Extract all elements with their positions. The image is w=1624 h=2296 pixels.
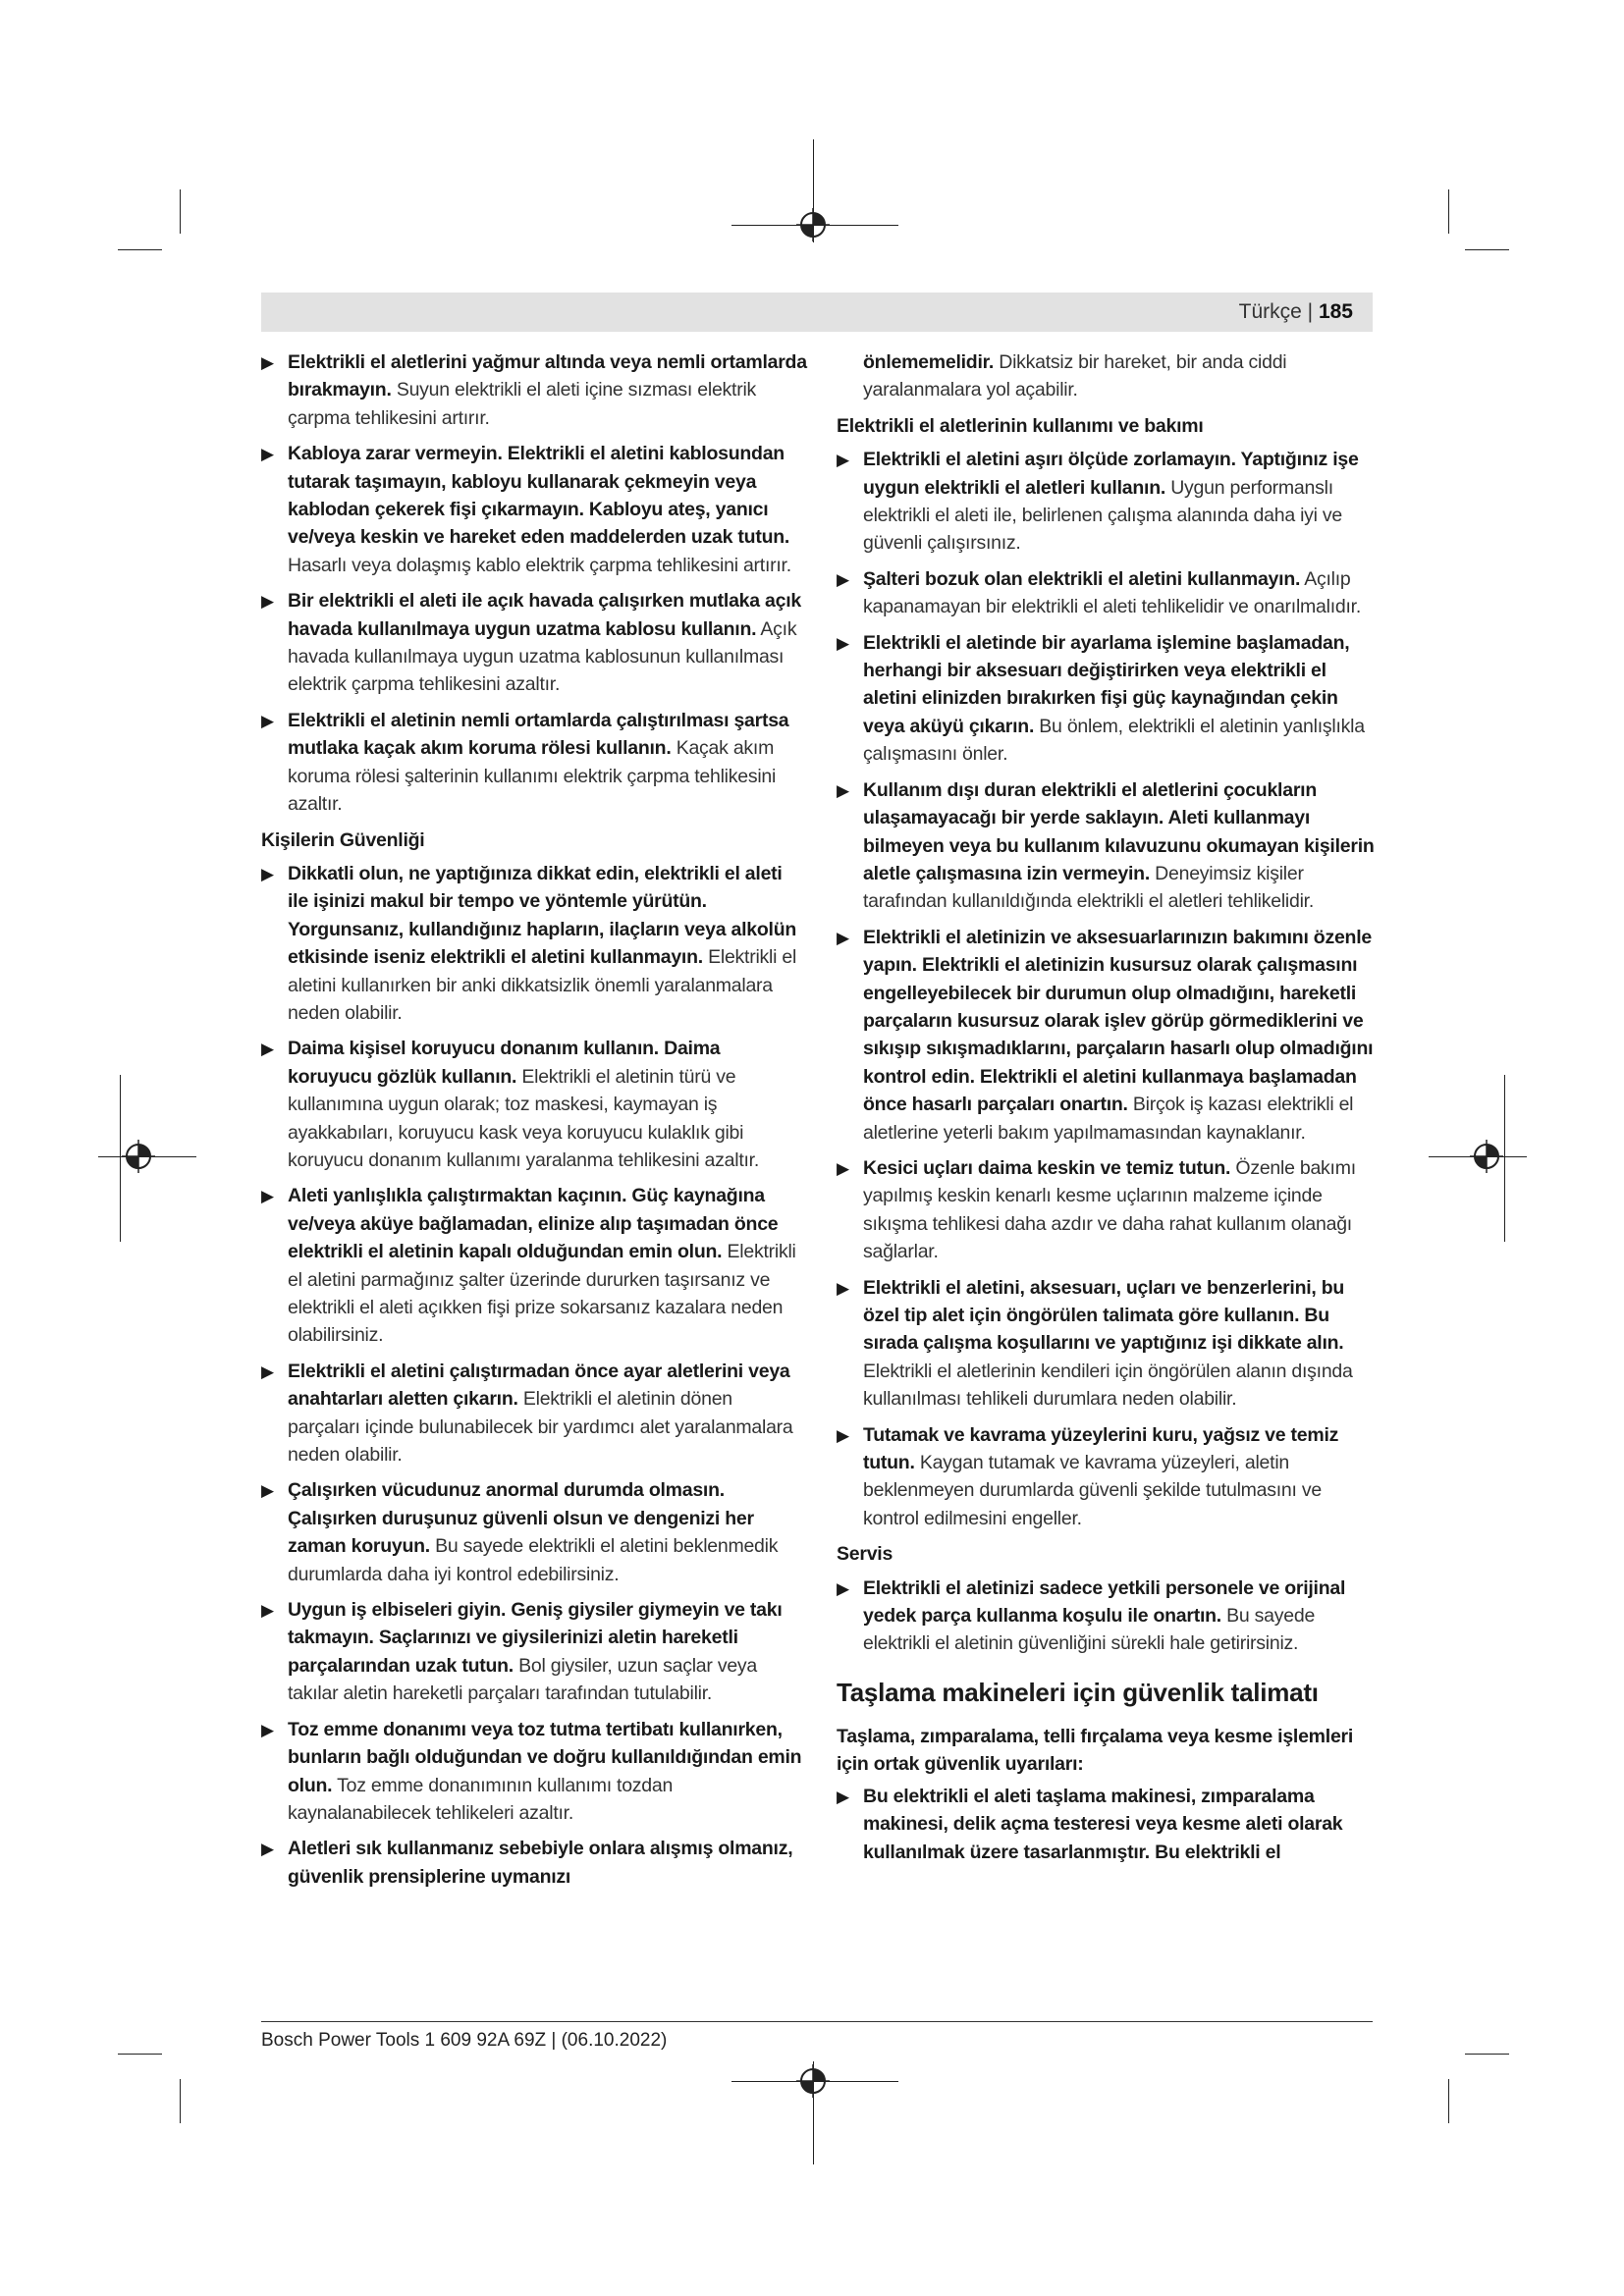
crop-mark [1448, 189, 1449, 234]
right-items-service [837, 1575, 1379, 1658]
bullet-normal-text: Elektrikli el aletini parmağınız şalter üzerinde dururken taşırsanız ve elektrikli el aleti açıkken fişi prize sokarsanız kazalara neden olabilirsiniz. [288, 1241, 796, 1347]
bullet-arrow-icon: ▶ [261, 1362, 274, 1381]
bullet-arrow-icon: ▶ [261, 353, 274, 372]
safety-bullet-item [261, 707, 807, 819]
bullet-bold-text: Kesici uçları daima keskin ve temiz tutun. [863, 1156, 1231, 1179]
footer-divider [261, 2021, 1373, 2022]
bullet-arrow-icon: ▶ [261, 592, 274, 612]
bullet-bold-text: Elektrikli el aletlerini yağmur altında veya nemli ortamlarda bırakmayın. [288, 351, 807, 401]
bullet-normal-text: Suyun elektrikli el aleti içine sızması elektrik çarpma tehlikesini artırır. [288, 379, 757, 429]
bullet-arrow-icon: ▶ [837, 451, 849, 470]
bullet-bold-text: Daima kişisel koruyucu donanım kullanın. Daima koruyucu gözlük kullanın. [288, 1038, 721, 1088]
bullet-normal-text: Elektrikli el aletinin dönen parçaları içinde bulunabilecek bir yardımcı alet yaralanmalara neden olabilir. [288, 1388, 793, 1467]
safety-bullet-item [261, 348, 807, 432]
bullet-bold-text: Elektrikli el aletini, aksesuarı, uçları ve benzerlerini, bu özel tip alet için öngörülen talimata göre kullanın. Bu sırada çalışma koşullarını ve yaptığınız işi dikkate alın. [863, 1276, 1345, 1355]
safety-bullet-item [837, 629, 1379, 769]
page-number: 185 [1318, 300, 1353, 323]
safety-bullet-item [261, 1358, 807, 1469]
bullet-arrow-icon: ▶ [837, 928, 849, 947]
bullet-normal-text: Elektrikli el aletlerinin kendileri için öngörülen alanın dışında kullanılması tehlikeli durumlara neden olabilir. [863, 1360, 1353, 1411]
registration-target-icon [796, 2064, 830, 2098]
registration-line [1504, 1075, 1505, 1242]
left-column [261, 348, 807, 1898]
bullet-bold-text: Elektrikli el aletinin nemli ortamlarda çalıştırılması şartsa mutlaka kaçak akım koruma rölesi kullanın. [288, 709, 789, 760]
bullet-normal-text: Kaçak akım koruma rölesi şalterinin kullanımı elektrik çarpma tehlikesini azaltır. [288, 737, 777, 816]
crop-mark [180, 189, 181, 234]
bullet-bold-text: Bir elektrikli el aleti ile açık havada çalışırken mutlaka açık havada kullanılmaya uygun uzatma kablosu kullanın. [288, 590, 801, 640]
bullet-bold-text: Dikkatli olun, ne yaptığınıza dikkat edin, elektrikli el aleti ile işinizi makul bir tempo ve yöntemle yürütün. Yorgunsanız, kullandığınız hapların, ilaçların veya alkolün etkisinde iseniz elektrikli el aletini kullanmayın. [288, 862, 797, 969]
page-header [261, 293, 1373, 332]
bullet-normal-text: Elektrikli el aletini kullanırken bir anki dikkatsizlik önemli yaralanmalara neden olabilir. [288, 946, 797, 1024]
safety-bullet-item [261, 1596, 807, 1708]
bullet-arrow-icon: ▶ [261, 1601, 274, 1621]
bullet-bold-text: Uygun iş elbiseleri giyin. Geniş giysiler giymeyin ve takı takmayın. Saçlarınızı ve giysilerinizi aletin hareketli parçalarından uzak tutun. [288, 1599, 783, 1677]
bullet-normal-text: Bol giysiler, uzun saçlar veya takılar aletin hareketli parçaları tarafından tutulabilir. [288, 1654, 758, 1705]
bullet-bold-text: Elektrikli el aletinde bir ayarlama işlemine başlamadan, herhangi bir aksesuarı değiştirirken veya elektrikli el aletini elinizden bırakırken fişi güç kaynağından çekin veya aküyü çıkarın. [863, 631, 1350, 737]
safety-bullet-item [261, 1035, 807, 1174]
bullet-bold-text: Aleti yanlışlıkla çalıştırmaktan kaçının. Güç kaynağına ve/veya aküye bağlamadan, elinize alıp taşımadan önce elektrikli el aletinin kapalı olduğundan emin olun. [288, 1185, 779, 1263]
bullet-normal-text: Toz emme donanımının kullanımı tozdan kaynalanabilecek tehlikeleri azaltır. [288, 1774, 674, 1824]
safety-bullet-item [837, 1274, 1379, 1414]
bullet-arrow-icon: ▶ [837, 1578, 849, 1598]
bullet-bold-text: Şalteri bozuk olan elektrikli el aletini kullanmayın. [863, 567, 1301, 590]
bullet-normal-text: Deneyimsiz kişiler tarafından kullanıldığında elektrikli el aletleri tehlikelidir. [863, 862, 1315, 913]
bullet-normal-text: Bu sayede elektrikli el aletinin güvenliğini sürekli hale getirirsiniz. [863, 1605, 1316, 1655]
bullet-normal-text: Açık havada kullanılmaya uygun uzatma kablosunun kullanılması elektrik çarpma tehlikesini azaltır. [288, 617, 797, 696]
bullet-normal-text: Uygun performanslı elektrikli el aleti ile, belirlenen çalışma alanında daha iyi ve güvenli çalışırsınız. [863, 476, 1343, 555]
section-title-grinding: Taşlama makineleri için güvenlik talimatı [837, 1677, 1319, 1707]
left-items-personal [261, 860, 807, 1891]
subheading-common-warnings: Taşlama, zımparalama, telli fırçalama veya kesme işlemleri için ortak güvenlik uyarıları: [837, 1725, 1354, 1776]
bullet-arrow-icon: ▶ [261, 864, 274, 883]
safety-bullet-item [837, 565, 1379, 621]
bullet-arrow-icon: ▶ [261, 1040, 274, 1059]
safety-bullet-item [261, 860, 807, 1027]
crop-mark [1465, 2054, 1509, 2055]
bullet-bold-text: Elektrikli el aletini çalıştırmadan önce ayar aletlerini veya anahtarları aletten çıkarın. [288, 1360, 790, 1411]
bullet-normal-text: Kaygan tutamak ve kavrama yüzeyleri, aletin beklenmeyen durumlarda güvenli şekilde tutulmasını ve kontrol edilmesini engeller. [863, 1452, 1322, 1529]
bullet-bold-text: Aletleri sık kullanmanız sebebiyle onlara alışmış olmanız, güvenlik prensiplerine uymanızı [288, 1838, 793, 1888]
bullet-normal-text: Bu önlem, elektrikli el aletinin yanlışlıkla çalışmasını önler. [863, 715, 1365, 766]
registration-target-icon [1470, 1140, 1503, 1173]
bullet-bold-text: Bu elektrikli el aleti taşlama makinesi, zımparalama makinesi, delik açma testeresi veya kesme aleti olarak kullanılmak üzere tasarlanmıştır. Bu elektrikli el [863, 1785, 1343, 1863]
bullet-arrow-icon: ▶ [261, 711, 274, 730]
header-language: Türkçe [1238, 300, 1302, 323]
registration-target-icon [122, 1140, 155, 1173]
safety-bullet-item [261, 440, 807, 579]
safety-bullet-item [837, 924, 1379, 1147]
section-heading-personal-safety: Kişilerin Güvenliği [261, 828, 425, 851]
footer-text: Bosch Power Tools 1 609 92A 69Z | (06.10.2022) [261, 2030, 668, 2051]
bullet-bold-text: Elektrikli el aletinizi sadece yetkili personele ve orijinal yedek parça kullanma koşulu ile onartın. [863, 1576, 1346, 1628]
bullet-arrow-icon: ▶ [837, 1278, 849, 1298]
crop-mark [1465, 249, 1509, 250]
safety-bullet-item [837, 1783, 1379, 1866]
bullet-arrow-icon: ▶ [261, 1187, 274, 1206]
bullet-bold-text: Toz emme donanımı veya toz tutma tertibatı kullanırken, bunların bağlı olduğundan ve doğru kullanıldığından emin olun. [288, 1718, 802, 1796]
safety-bullet-item [837, 1154, 1379, 1266]
bullet-normal-text: Açılıp kapanamayan bir elektrikli el aleti tehlikelidir ve onarılmalıdır. [863, 567, 1361, 618]
left-items-top [261, 348, 807, 819]
bullet-bold-text: Elektrikli el aletini aşırı ölçüde zorlamayın. Yaptığınız işe uygun elektrikli el aletleri kullanın. [863, 449, 1359, 499]
bullet-bold-text: Elektrikli el aletinizin ve aksesuarlarınızın bakımını özenle yapın. Elektrikli el aletinizin kusursuz olarak çalışmasını engelleyebilecek bir durumun olup olmadığını, hareketli parçaların kusursuz olarak işlev görüp görmediklerini ve sıkışıp sıkışmadıklarını, parçaların hasarlı olup olmadığını kontrol edin. Elektrikli el aletini kullanmaya başlamadan önce hasarlı parçaları onartın. [863, 926, 1374, 1116]
continued-paragraph [837, 348, 1379, 404]
bullet-bold-text: Kabloya zarar vermeyin. Elektrikli el aletini kablosundan tutarak taşımayın, kabloyu kullanarak çekmeyin veya kablodan çekerek fişi çıkarmayın. Kabloyu ateş, yanıcı ve/veya keskin ve hareket eden maddelerden uzak tutun. [288, 443, 790, 549]
bullet-arrow-icon: ▶ [261, 1840, 274, 1859]
registration-line [120, 1075, 121, 1242]
registration-target-icon [796, 208, 830, 241]
bullet-bold-text: Çalışırken vücudunuz anormal durumda olmasın. Çalışırken duruşunuz güvenli olsun ve dengenizi her zaman koruyun. [288, 1479, 754, 1558]
crop-mark [118, 2054, 162, 2055]
bullet-normal-text: Elektrikli el aletinin türü ve kullanımına uygun olarak; toz maskesi, kaymayan iş ayakkabıları, koruyucu kask veya koruyucu kulaklık gibi koruyucu donanım kullanımı yaralanma tehlikesini azaltır. [288, 1065, 759, 1171]
bullet-arrow-icon: ▶ [261, 1720, 274, 1739]
bullet-bold-text: Kullanım dışı duran elektrikli el aletlerini çocukların ulaşamayacağı bir yerde saklayın. Aleti kullanmayı bilmeyen veya bu kullanım kılavuzunu okumayan kişilerin aletle çalışmasına izin vermeyin. [863, 778, 1375, 884]
bullet-arrow-icon: ▶ [837, 633, 849, 653]
bullet-arrow-icon: ▶ [837, 569, 849, 589]
bullet-normal-text: Bu sayede elektrikli el aletini beklenmedik durumlarda daha iyi kontrol edebilirsiniz. [288, 1535, 779, 1585]
continued-bold: önlememelidir. [863, 351, 995, 373]
bullet-normal-text: Özenle bakımı yapılmış keskin kenarlı kesme uçlarının malzeme içinde sıkışma tehlikesi daha azdır ve daha rahat kullanım olanağı sağlarlar. [863, 1156, 1356, 1263]
bullet-arrow-icon: ▶ [837, 1158, 849, 1178]
safety-bullet-item [837, 446, 1379, 558]
safety-bullet-item [837, 1575, 1379, 1658]
section-heading-use-care: Elektrikli el aletlerinin kullanımı ve bakımı [837, 414, 1204, 437]
bullet-normal-text: Hasarlı veya dolaşmış kablo elektrik çarpma tehlikesini artırır. [288, 554, 791, 576]
bullet-bold-text: Tutamak ve kavrama yüzeylerini kuru, yağsız ve temiz tutun. [863, 1423, 1339, 1474]
bullet-arrow-icon: ▶ [837, 780, 849, 800]
crop-mark [180, 2079, 181, 2123]
safety-bullet-item [261, 587, 807, 699]
bullet-arrow-icon: ▶ [837, 1425, 849, 1445]
crop-mark [118, 249, 162, 250]
bullet-normal-text: Birçok iş kazası elektrikli el aletlerine yeterli bakım yapılmamasından kaynaklanır. [863, 1094, 1354, 1144]
bullet-arrow-icon: ▶ [837, 1787, 849, 1806]
safety-bullet-item [837, 776, 1379, 916]
bullet-arrow-icon: ▶ [261, 1481, 274, 1501]
right-items-use [837, 446, 1379, 1532]
right-column [837, 348, 1379, 1874]
safety-bullet-item [261, 1476, 807, 1588]
safety-bullet-item [837, 1421, 1379, 1533]
safety-bullet-item [261, 1716, 807, 1828]
crop-mark [1448, 2079, 1449, 2123]
safety-bullet-item [261, 1835, 807, 1891]
continued-normal: Dikkatsiz bir hareket, bir anda ciddi yaralanmalara yol açabilir. [863, 351, 1287, 401]
safety-bullet-item [261, 1182, 807, 1349]
header-label: Türkçe | 185 [1238, 300, 1353, 323]
bullet-arrow-icon: ▶ [261, 445, 274, 464]
section-heading-service: Servis [837, 1543, 893, 1566]
right-items-grinding [837, 1783, 1379, 1866]
